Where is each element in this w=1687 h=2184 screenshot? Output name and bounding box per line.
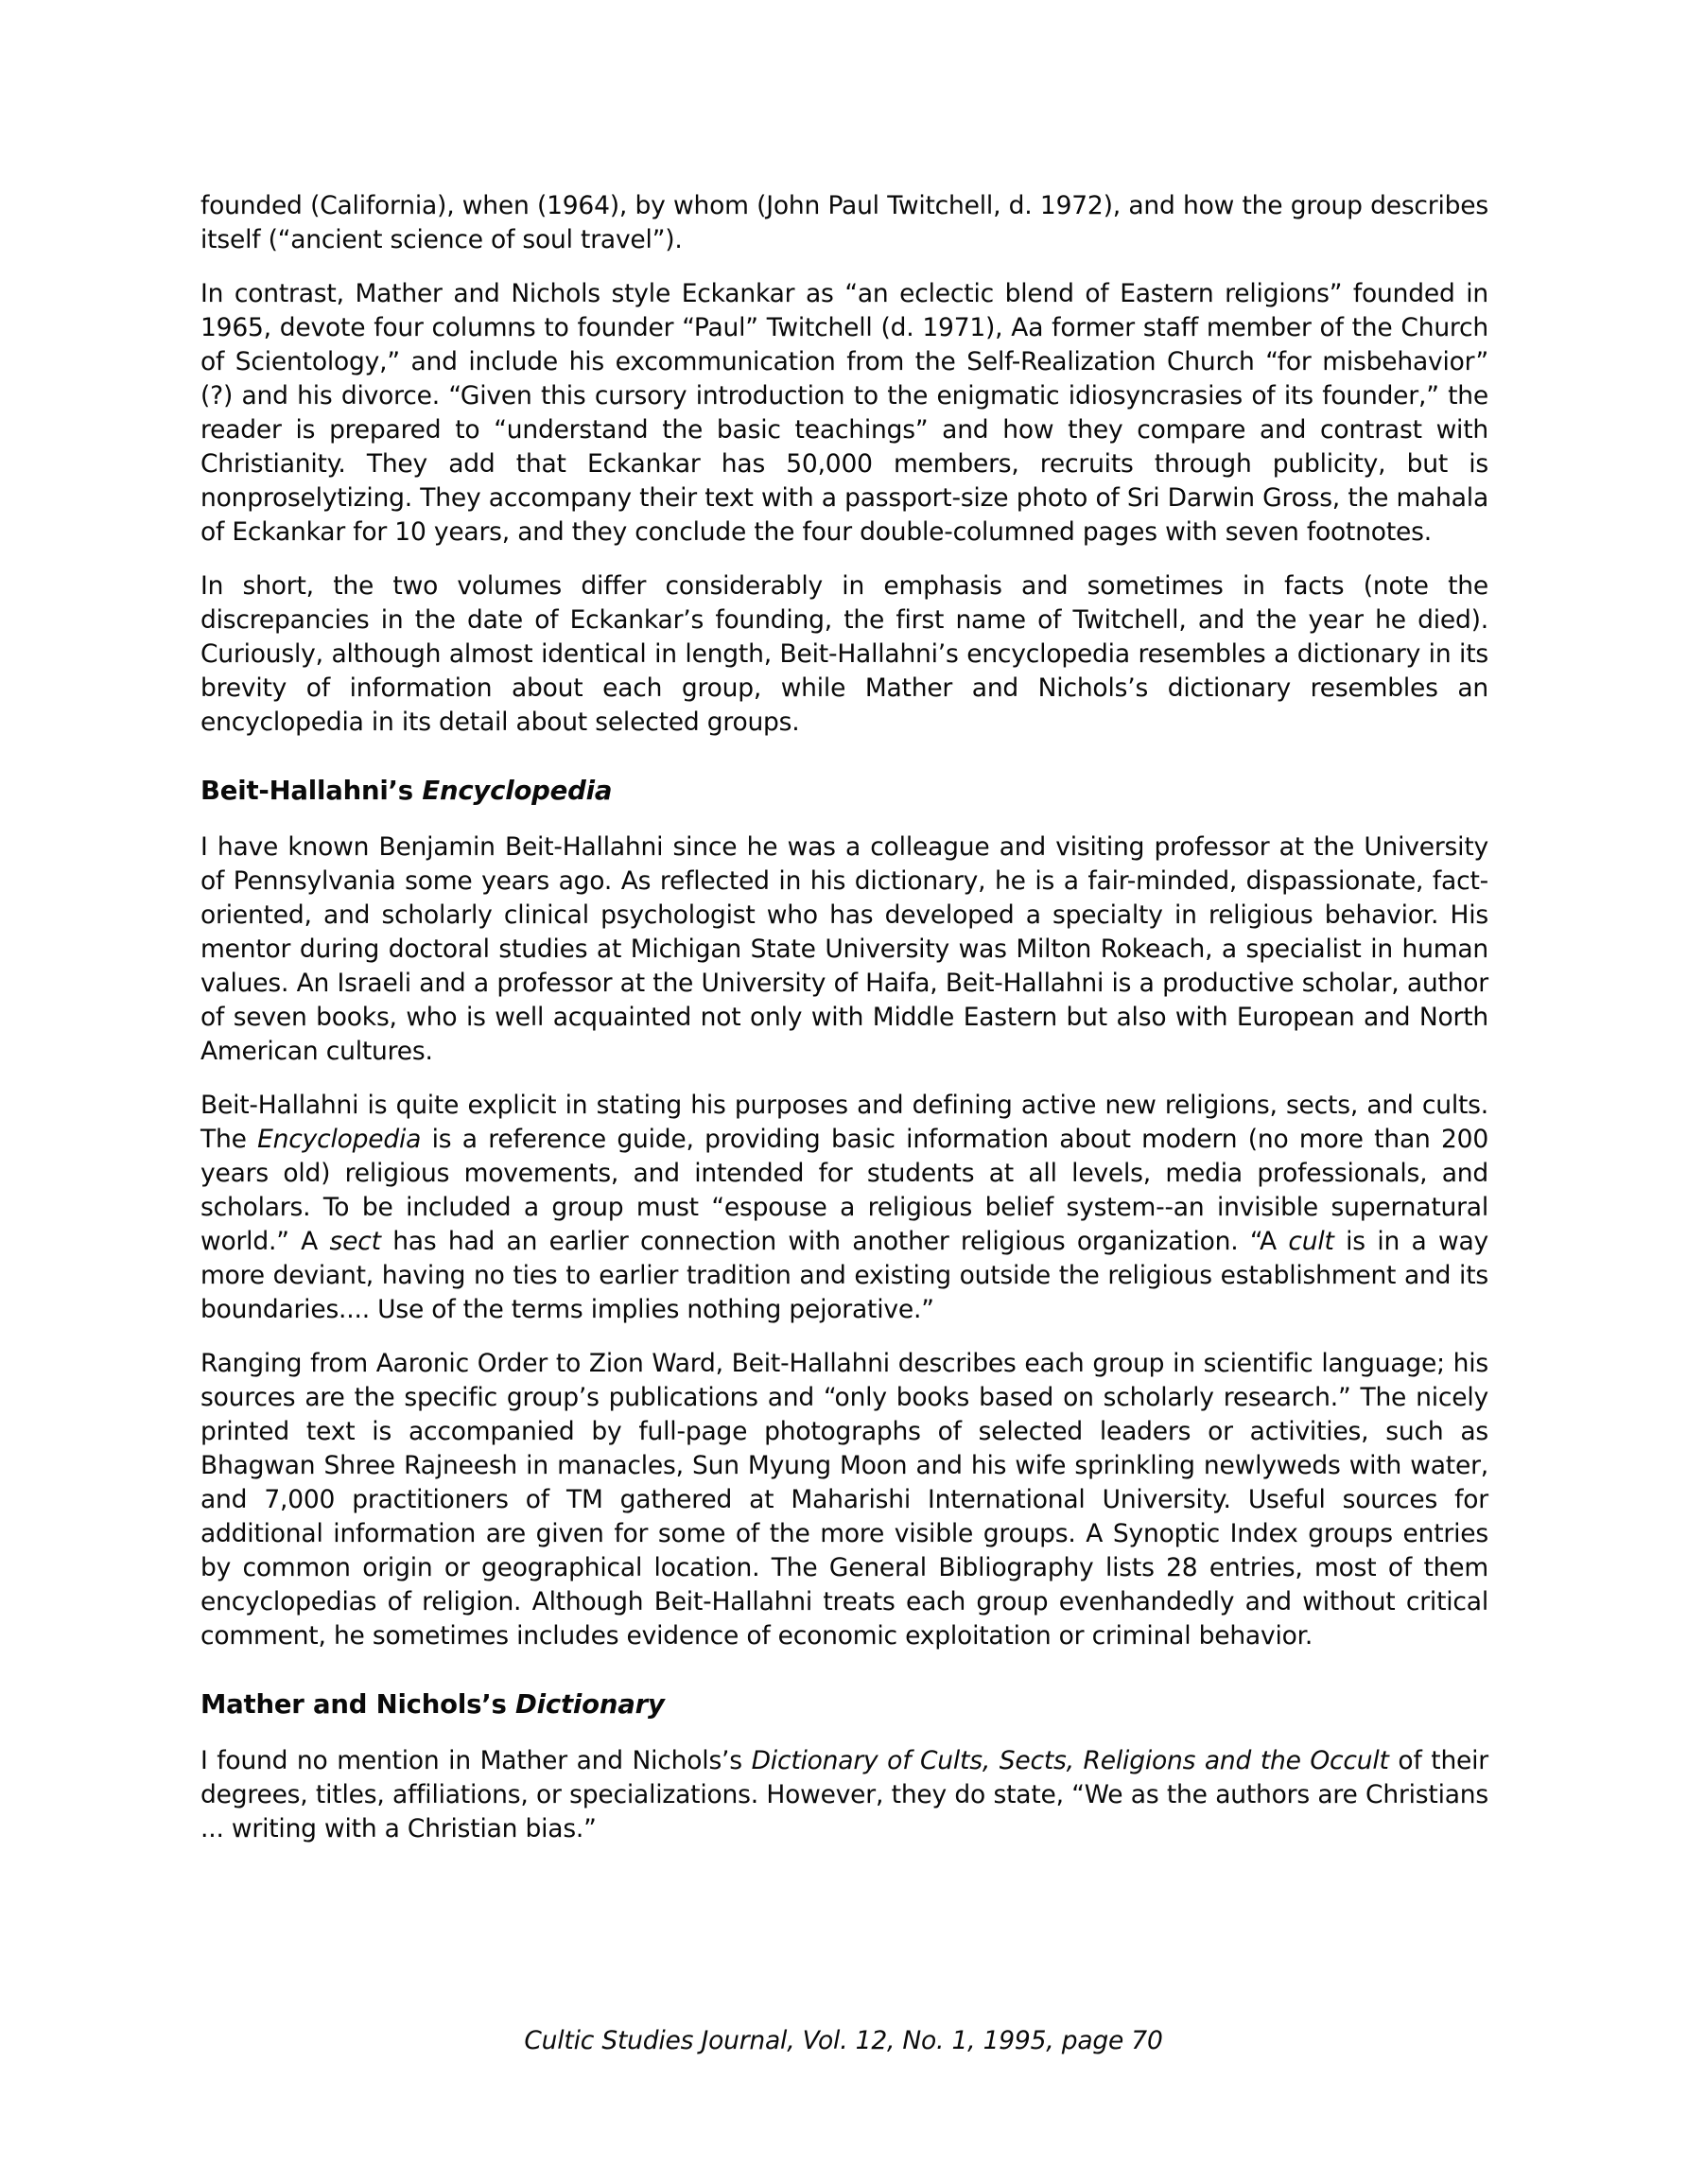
text-run: is a reference guide, providing basic information about modern (no more than 200 years old) religious movements, and intended for students at all levels, media professionals, and scholars. To be included a group must “espouse a religious belief system--an invisible supernatural world.” A	[200, 1125, 1488, 1256]
paragraph-5	[200, 1089, 1488, 1327]
page-footer	[0, 2024, 1687, 2058]
paragraph-3	[200, 569, 1488, 740]
text-run: founded (California), when (1964), by whom (John Paul Twitchell, d. 1972), and how the group describes itself (“ancient science of soul travel”).	[200, 191, 1488, 254]
text-run: Mather and Nichols’s	[200, 1689, 516, 1720]
text-run: Beit-Hallahni’s	[200, 776, 423, 806]
footer-text: Cultic Studies Journal, Vol. 12, No. 1, 1995, page 70	[524, 2026, 1163, 2055]
text-run: has had an earlier connection with another religious organization. “A	[380, 1227, 1289, 1256]
section-heading-2	[200, 1687, 1488, 1721]
text-run: Beit-Hallahni is quite explicit in stating his purposes and defining active new religions, sects, and cults. The	[200, 1091, 1488, 1154]
italic-run: sect	[329, 1227, 381, 1256]
text-run: I have known Benjamin Beit-Hallahni since he was a colleague and visiting professor at the University of Pennsylvania some years ago. As reflected in his dictionary, he is a fair-minded, dispassionate, fact- oriented, and scholarly clinical psychologist who has developed a specialty in religious behavior. His mentor during doctoral studies at Michigan State University was Milton Rokeach, a specialist in human values. An Israeli and a professor at the University of Haifa, Beit-Hallahni is a productive scholar, author of seven books, who is well acquainted not only with Middle Eastern but also with European and North American cultures.	[200, 832, 1488, 1066]
text-run: I found no mention in Mather and Nichols’s	[200, 1746, 752, 1775]
document-body	[200, 189, 1488, 1846]
section-heading-1	[200, 774, 1488, 808]
italic-run: Encyclopedia	[257, 1125, 422, 1154]
paragraph-7	[200, 1744, 1488, 1846]
text-run: In contrast, Mather and Nichols style Eckankar as “an eclectic blend of Eastern religions” founded in 1965, devote four columns to founder “Paul” Twitchell (d. 1971), Aa former staff member of the Church of Scientology,” and include his excommunication from the Self-Realization Church “for misbehavior” (?) and his divorce. “Given this cursory introduction to the enigmatic idiosyncrasies of its founder,” the reader is prepared to “understand the basic teachings” and how they compare and contrast with Christianity. They add that Eckankar has 50,000 members, recruits through publicity, but is nonproselytizing. They accompany their text with a passport-size photo of Sri Darwin Gross, the mahala of Eckankar for 10 years, and they conclude the four double-columned pages with seven footnotes.	[200, 279, 1488, 547]
paragraph-6	[200, 1347, 1488, 1653]
paragraph-2	[200, 277, 1488, 550]
paragraph-1	[200, 189, 1488, 257]
italic-run: Encyclopedia	[422, 776, 613, 806]
text-run: In short, the two volumes differ considerably in emphasis and sometimes in facts (note the discrepancies in the date of Eckankar’s founding, the first name of Twitchell, and the year he died). Curiously, although almost identical in length, Beit-Hallahni’s encyclopedia resembles a dictionary in its brevity of information about each group, while Mather and Nichols’s dictionary resembles an encyclopedia in its detail about selected groups.	[200, 571, 1488, 737]
text-run: Ranging from Aaronic Order to Zion Ward, Beit-Hallahni describes each group in scientific language; his sources are the specific group’s publications and “only books based on scholarly research.” The nicely printed text is accompanied by full-page photographs of selected leaders or activities, such as Bhagwan Shree Rajneesh in manacles, Sun Myung Moon and his wife sprinkling newlyweds with water, and 7,000 practitioners of TM gathered at Maharishi International University. Useful sources for additional information are given for some of the more visible groups. A Synoptic Index groups entries by common origin or geographical location. The General Bibliography lists 28 entries, most of them encyclopedias of religion. Although Beit-Hallahni treats each group evenhandedly and without critical comment, he sometimes includes evidence of economic exploitation or criminal behavior.	[200, 1349, 1488, 1651]
paragraph-4	[200, 830, 1488, 1069]
italic-run: Dictionary	[515, 1689, 665, 1720]
italic-run: Dictionary of Cults, Sects, Religions and the Occult	[751, 1746, 1389, 1775]
text-run: of their degrees, titles, affiliations, or specializations. However, they do state, “We as the authors are Christians ... writing with a Christian bias.”	[200, 1746, 1489, 1843]
text-run: is in a way more deviant, having no ties to earlier tradition and existing outside the religious establishment and its boundaries.... Use of the terms implies nothing pejorative.”	[200, 1227, 1488, 1324]
italic-run: cult	[1288, 1227, 1334, 1256]
